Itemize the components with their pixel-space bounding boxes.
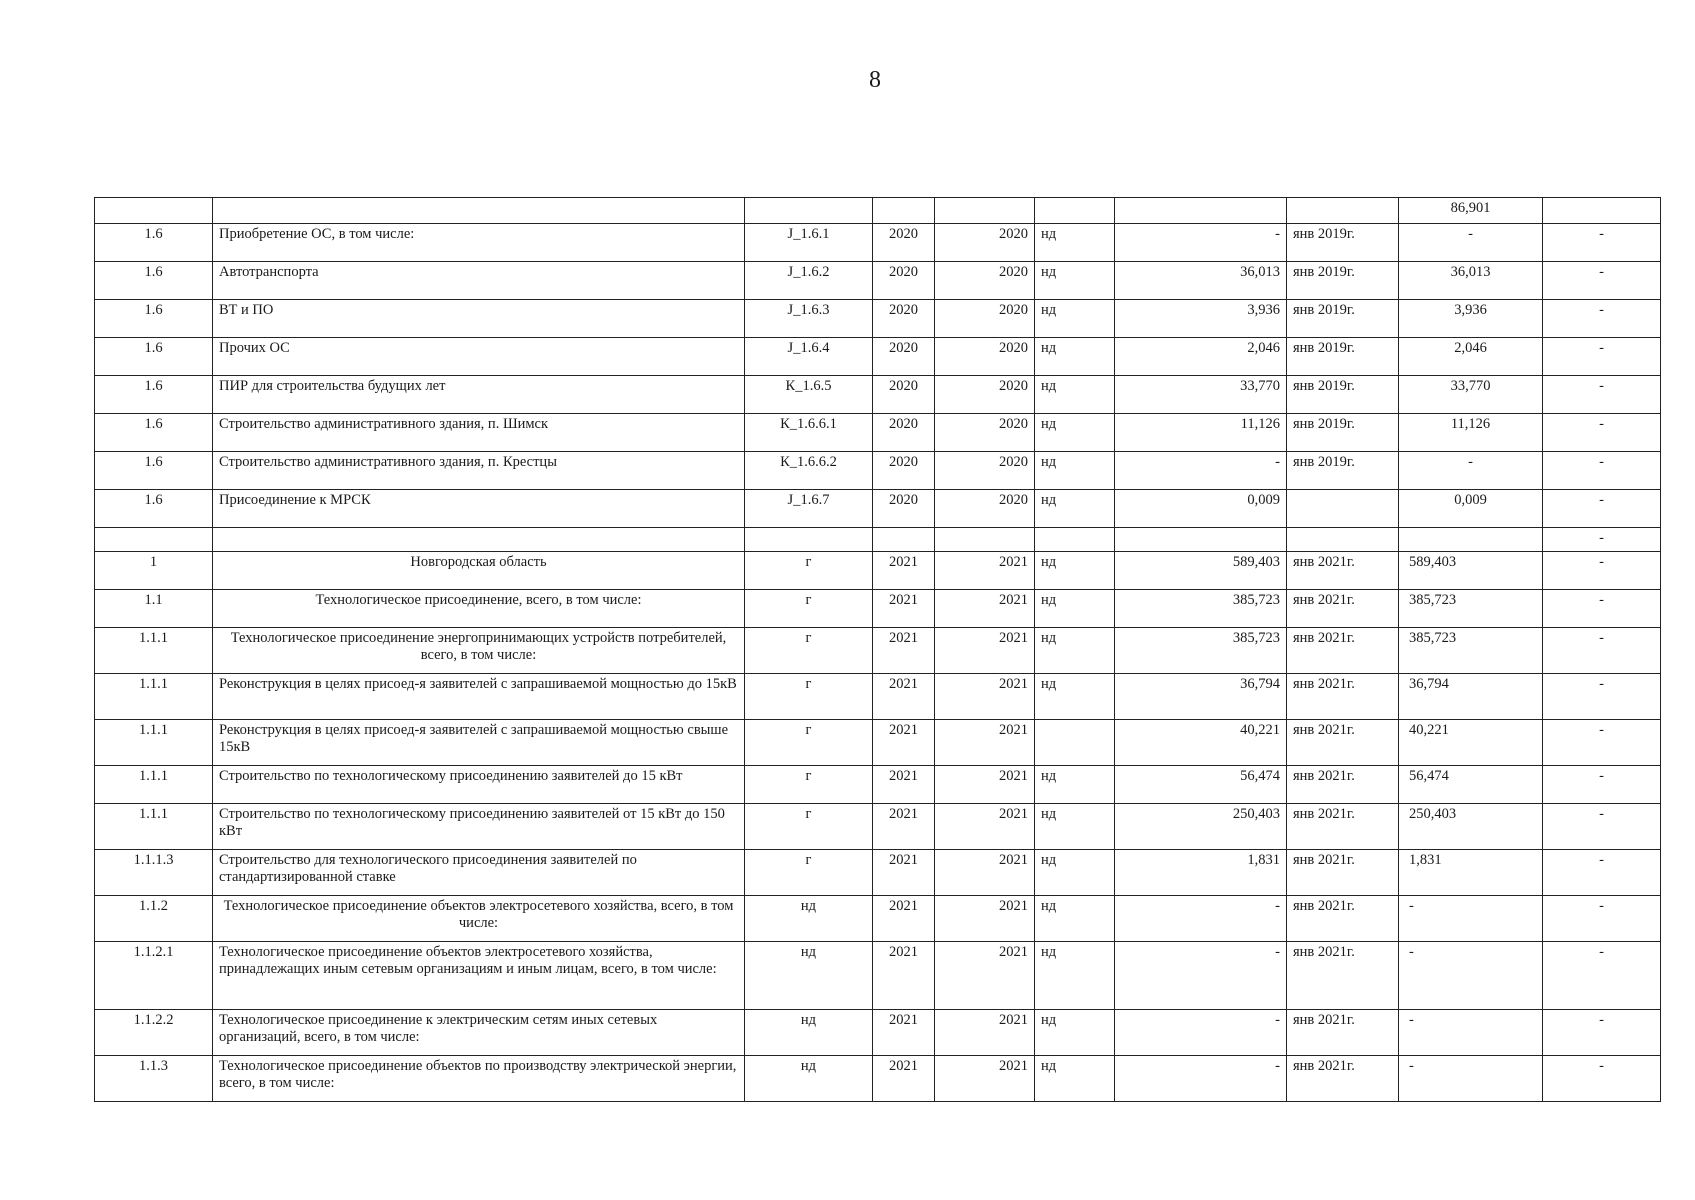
row-dash: - [1543, 1056, 1661, 1102]
row-number: 1.6 [95, 224, 213, 262]
row-year-end: 2021 [935, 552, 1035, 590]
row-dash: - [1543, 224, 1661, 262]
row-total: 589,403 [1399, 552, 1543, 590]
table-body [95, 198, 1661, 1102]
row-nd: нд [1035, 942, 1115, 1010]
row-date: янв 2021г. [1287, 720, 1399, 766]
row-name: Технологическое присоединение к электрическим сетям иных сетевых организаций, всего, в том числе: [213, 1010, 745, 1056]
row-total: 56,474 [1399, 766, 1543, 804]
row-dash: - [1543, 942, 1661, 1010]
row-year-end: 2020 [935, 452, 1035, 490]
row-date [1287, 198, 1399, 224]
row-date: янв 2021г. [1287, 942, 1399, 1010]
row-dash: - [1543, 414, 1661, 452]
row-date: янв 2021г. [1287, 850, 1399, 896]
row-dash: - [1543, 1010, 1661, 1056]
row-date: янв 2021г. [1287, 896, 1399, 942]
row-name: Новгородская область [213, 552, 745, 590]
row-total: 11,126 [1399, 414, 1543, 452]
row-year-end: 2020 [935, 300, 1035, 338]
row-total: - [1399, 896, 1543, 942]
row-nd: нд [1035, 552, 1115, 590]
row-code: К_1.6.6.2 [745, 452, 873, 490]
row-total: 33,770 [1399, 376, 1543, 414]
row-total: 3,936 [1399, 300, 1543, 338]
row-name: Технологическое присоединение объектов по производству электрической энергии, всего, в том числе: [213, 1056, 745, 1102]
row-number: 1.1.1 [95, 674, 213, 720]
row-code: К_1.6.6.1 [745, 414, 873, 452]
row-total: 40,221 [1399, 720, 1543, 766]
row-name: Технологическое присоединение, всего, в том числе: [213, 590, 745, 628]
row-year-end: 2020 [935, 376, 1035, 414]
row-value: - [1115, 224, 1287, 262]
table-row [95, 674, 1661, 720]
row-total: - [1399, 452, 1543, 490]
row-nd: нд [1035, 1056, 1115, 1102]
row-number: 1.1.2.1 [95, 942, 213, 1010]
row-year-end: 2020 [935, 224, 1035, 262]
row-year-start: 2021 [873, 720, 935, 766]
row-year-start: 2021 [873, 1056, 935, 1102]
row-date [1287, 490, 1399, 528]
row-value: - [1115, 942, 1287, 1010]
row-year-end: 2021 [935, 896, 1035, 942]
row-nd: нд [1035, 376, 1115, 414]
row-number: 1.1.1 [95, 766, 213, 804]
row-dash: - [1543, 528, 1661, 552]
row-value [1115, 528, 1287, 552]
row-name [213, 198, 745, 224]
table-row [95, 300, 1661, 338]
table-row [95, 224, 1661, 262]
row-nd: нд [1035, 452, 1115, 490]
row-year-start: 2020 [873, 338, 935, 376]
row-year-end: 2021 [935, 804, 1035, 850]
table-row [95, 262, 1661, 300]
row-value: 2,046 [1115, 338, 1287, 376]
table-row [95, 1056, 1661, 1102]
row-name: Строительство административного здания, п. Крестцы [213, 452, 745, 490]
row-number: 1.1.3 [95, 1056, 213, 1102]
row-name: Прочих ОС [213, 338, 745, 376]
row-nd: нд [1035, 338, 1115, 376]
table-row [95, 414, 1661, 452]
row-code [745, 198, 873, 224]
row-code: J_1.6.1 [745, 224, 873, 262]
row-nd: нд [1035, 804, 1115, 850]
row-nd: нд [1035, 414, 1115, 452]
row-code: г [745, 628, 873, 674]
table-row [95, 528, 1661, 552]
row-year-end: 2020 [935, 414, 1035, 452]
row-year-start: 2021 [873, 590, 935, 628]
row-nd: нд [1035, 300, 1115, 338]
row-year-end: 2021 [935, 720, 1035, 766]
row-dash: - [1543, 766, 1661, 804]
row-dash: - [1543, 804, 1661, 850]
row-name: Реконструкция в целях присоед-я заявителей с запрашиваемой мощностью свыше 15кВ [213, 720, 745, 766]
row-value: 3,936 [1115, 300, 1287, 338]
row-value: 36,013 [1115, 262, 1287, 300]
table-row [95, 452, 1661, 490]
table-row [95, 850, 1661, 896]
row-dash: - [1543, 452, 1661, 490]
row-date: янв 2021г. [1287, 552, 1399, 590]
row-dash: - [1543, 628, 1661, 674]
row-code: J_1.6.7 [745, 490, 873, 528]
row-dash: - [1543, 674, 1661, 720]
row-dash: - [1543, 338, 1661, 376]
row-code: J_1.6.2 [745, 262, 873, 300]
row-nd: нд [1035, 674, 1115, 720]
row-year-end: 2021 [935, 628, 1035, 674]
row-name [213, 528, 745, 552]
row-year-end: 2021 [935, 1010, 1035, 1056]
row-year-start: 2021 [873, 766, 935, 804]
row-total: 86,901 [1399, 198, 1543, 224]
row-total: 250,403 [1399, 804, 1543, 850]
row-value: 385,723 [1115, 590, 1287, 628]
row-year-start: 2020 [873, 414, 935, 452]
row-code: г [745, 590, 873, 628]
row-year-end: 2021 [935, 766, 1035, 804]
row-nd: нд [1035, 224, 1115, 262]
row-value: - [1115, 1010, 1287, 1056]
row-year-start: 2021 [873, 628, 935, 674]
row-number [95, 528, 213, 552]
row-value: 56,474 [1115, 766, 1287, 804]
row-date: янв 2019г. [1287, 414, 1399, 452]
row-year-start: 2020 [873, 300, 935, 338]
row-year-start: 2021 [873, 1010, 935, 1056]
row-date: янв 2021г. [1287, 1056, 1399, 1102]
row-total: 36,794 [1399, 674, 1543, 720]
row-date: янв 2021г. [1287, 628, 1399, 674]
row-date: янв 2019г. [1287, 338, 1399, 376]
row-date: янв 2019г. [1287, 262, 1399, 300]
row-code: г [745, 674, 873, 720]
row-total: 1,831 [1399, 850, 1543, 896]
row-year-start: 2020 [873, 490, 935, 528]
row-year-start: 2020 [873, 452, 935, 490]
row-value: 40,221 [1115, 720, 1287, 766]
row-code: г [745, 766, 873, 804]
row-year-end: 2020 [935, 338, 1035, 376]
row-dash: - [1543, 490, 1661, 528]
row-year-start: 2021 [873, 896, 935, 942]
row-number: 1.1.2.2 [95, 1010, 213, 1056]
row-number: 1.1.1 [95, 628, 213, 674]
row-date: янв 2019г. [1287, 452, 1399, 490]
row-total: - [1399, 224, 1543, 262]
row-number: 1.1.1 [95, 720, 213, 766]
row-number: 1.6 [95, 452, 213, 490]
row-year-start: 2020 [873, 376, 935, 414]
row-code: нд [745, 1056, 873, 1102]
row-nd: нд [1035, 628, 1115, 674]
row-year-end: 2021 [935, 590, 1035, 628]
table-row [95, 804, 1661, 850]
row-year-end: 2021 [935, 942, 1035, 1010]
row-year-end: 2021 [935, 850, 1035, 896]
row-nd: нд [1035, 766, 1115, 804]
row-code: г [745, 850, 873, 896]
table-row [95, 766, 1661, 804]
row-code: К_1.6.5 [745, 376, 873, 414]
row-total: 385,723 [1399, 590, 1543, 628]
row-year-end: 2020 [935, 490, 1035, 528]
row-date: янв 2019г. [1287, 376, 1399, 414]
row-date: янв 2021г. [1287, 1010, 1399, 1056]
investment-table [94, 197, 1661, 1102]
row-value: 36,794 [1115, 674, 1287, 720]
row-dash: - [1543, 850, 1661, 896]
row-nd [1035, 528, 1115, 552]
row-year-end: 2021 [935, 1056, 1035, 1102]
row-year-start: 2021 [873, 674, 935, 720]
row-code: нд [745, 896, 873, 942]
row-number: 1.6 [95, 376, 213, 414]
row-code: J_1.6.3 [745, 300, 873, 338]
row-nd: нд [1035, 262, 1115, 300]
table-row [95, 590, 1661, 628]
row-year-start [873, 528, 935, 552]
table-row [95, 198, 1661, 224]
row-name: ВТ и ПО [213, 300, 745, 338]
row-total: 385,723 [1399, 628, 1543, 674]
row-total: 2,046 [1399, 338, 1543, 376]
row-year-end: 2021 [935, 674, 1035, 720]
row-date: янв 2021г. [1287, 804, 1399, 850]
row-value: 250,403 [1115, 804, 1287, 850]
page-number: 8 [869, 67, 881, 93]
row-value: - [1115, 896, 1287, 942]
row-value: 385,723 [1115, 628, 1287, 674]
row-code: г [745, 804, 873, 850]
row-name: Технологическое присоединение энергопринимающих устройств потребителей, всего, в том числе: [213, 628, 745, 674]
row-value: - [1115, 452, 1287, 490]
table-row [95, 628, 1661, 674]
row-number: 1.6 [95, 490, 213, 528]
row-total: - [1399, 942, 1543, 1010]
row-dash: - [1543, 552, 1661, 590]
row-value: 11,126 [1115, 414, 1287, 452]
row-year-end [935, 528, 1035, 552]
row-code: нд [745, 1010, 873, 1056]
row-number: 1.1 [95, 590, 213, 628]
row-value [1115, 198, 1287, 224]
row-name: Приобретение ОС, в том числе: [213, 224, 745, 262]
row-date [1287, 528, 1399, 552]
row-date: янв 2021г. [1287, 766, 1399, 804]
row-dash: - [1543, 720, 1661, 766]
row-nd: нд [1035, 490, 1115, 528]
row-number: 1.6 [95, 414, 213, 452]
row-number: 1.6 [95, 338, 213, 376]
row-year-start: 2020 [873, 262, 935, 300]
row-name: Строительство по технологическому присоединению заявителей от 15 кВт до 150 кВт [213, 804, 745, 850]
row-year-start: 2021 [873, 804, 935, 850]
row-number: 1.1.1.3 [95, 850, 213, 896]
row-code [745, 528, 873, 552]
row-code: г [745, 720, 873, 766]
row-total: - [1399, 1010, 1543, 1056]
row-year-start: 2021 [873, 552, 935, 590]
row-dash: - [1543, 300, 1661, 338]
row-name: Строительство по технологическому присоединению заявителей до 15 кВт [213, 766, 745, 804]
row-total [1399, 528, 1543, 552]
row-year-start: 2021 [873, 850, 935, 896]
row-year-end [935, 198, 1035, 224]
table-row [95, 720, 1661, 766]
row-name: Присоединение к МРСК [213, 490, 745, 528]
row-nd: нд [1035, 896, 1115, 942]
row-date: янв 2021г. [1287, 590, 1399, 628]
row-value: 33,770 [1115, 376, 1287, 414]
row-number: 1.6 [95, 300, 213, 338]
row-year-start: 2020 [873, 224, 935, 262]
row-value: - [1115, 1056, 1287, 1102]
row-name: Строительство административного здания, п. Шимск [213, 414, 745, 452]
row-number [95, 198, 213, 224]
table-row [95, 552, 1661, 590]
row-total: - [1399, 1056, 1543, 1102]
row-name: Автотранспорта [213, 262, 745, 300]
row-date: янв 2019г. [1287, 300, 1399, 338]
table-row [95, 376, 1661, 414]
row-nd [1035, 198, 1115, 224]
row-code: г [745, 552, 873, 590]
table-row [95, 338, 1661, 376]
row-nd: нд [1035, 850, 1115, 896]
row-dash: - [1543, 262, 1661, 300]
row-date: янв 2021г. [1287, 674, 1399, 720]
row-code: нд [745, 942, 873, 1010]
row-name: ПИР для строительства будущих лет [213, 376, 745, 414]
row-nd [1035, 720, 1115, 766]
row-value: 1,831 [1115, 850, 1287, 896]
row-year-start [873, 198, 935, 224]
row-number: 1.1.1 [95, 804, 213, 850]
row-nd: нд [1035, 1010, 1115, 1056]
table-row [95, 896, 1661, 942]
row-number: 1.1.2 [95, 896, 213, 942]
row-name: Технологическое присоединение объектов электросетевого хозяйства, всего, в том числе: [213, 896, 745, 942]
row-nd: нд [1035, 590, 1115, 628]
row-dash [1543, 198, 1661, 224]
row-name: Технологическое присоединение объектов электросетевого хозяйства, принадлежащих иным сетевым организациям и иным лицам, всего, в том числе: [213, 942, 745, 1010]
table-row [95, 490, 1661, 528]
row-code: J_1.6.4 [745, 338, 873, 376]
row-number: 1 [95, 552, 213, 590]
row-dash: - [1543, 896, 1661, 942]
table-row [95, 942, 1661, 1010]
row-total: 0,009 [1399, 490, 1543, 528]
row-name: Реконструкция в целях присоед-я заявителей с запрашиваемой мощностью до 15кВ [213, 674, 745, 720]
row-year-end: 2020 [935, 262, 1035, 300]
row-dash: - [1543, 590, 1661, 628]
row-year-start: 2021 [873, 942, 935, 1010]
row-number: 1.6 [95, 262, 213, 300]
row-total: 36,013 [1399, 262, 1543, 300]
row-value: 0,009 [1115, 490, 1287, 528]
row-date: янв 2019г. [1287, 224, 1399, 262]
row-name: Строительство для технологического присоединения заявителей по стандартизированной ставке [213, 850, 745, 896]
row-value: 589,403 [1115, 552, 1287, 590]
row-dash: - [1543, 376, 1661, 414]
table-row [95, 1010, 1661, 1056]
